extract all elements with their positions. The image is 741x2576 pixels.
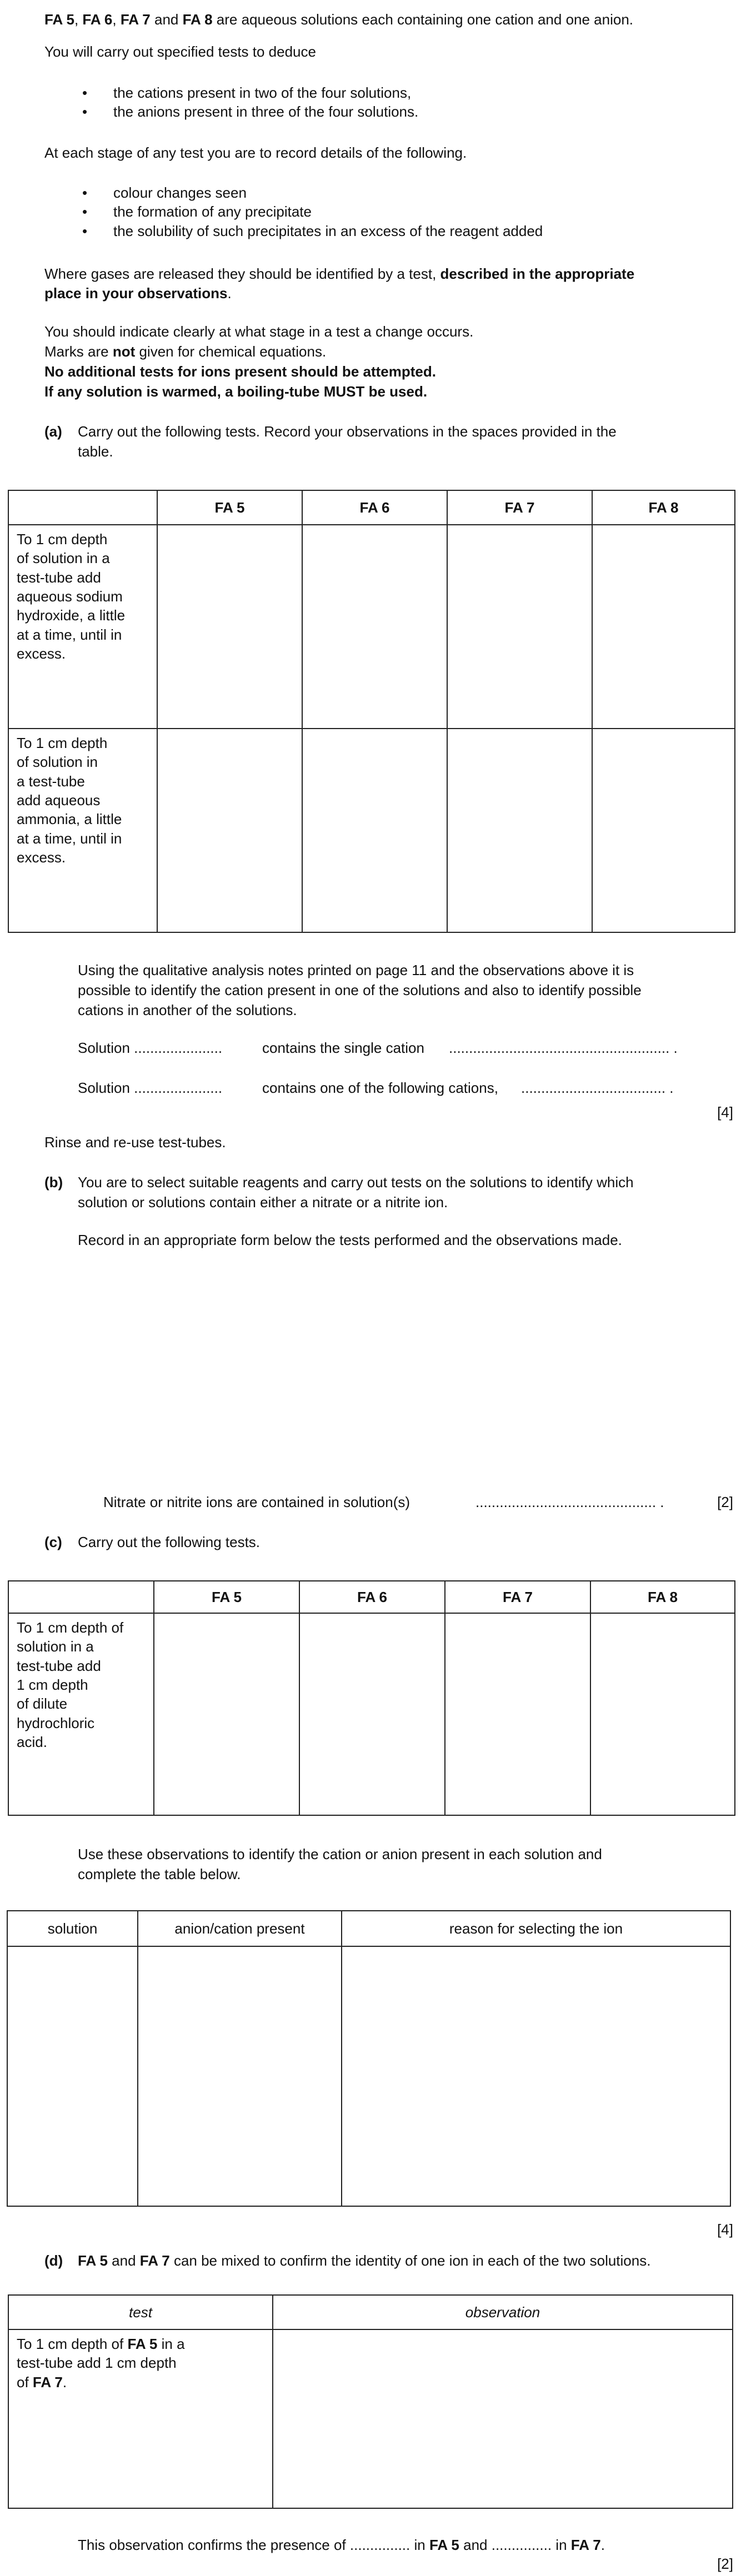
- instruction-marks: [44, 342, 326, 361]
- gas-text: .: [227, 285, 232, 302]
- desc-line: hydroxide, a little: [17, 607, 126, 624]
- desc-line: ammonia, a little: [17, 811, 122, 828]
- single-cation-blank[interactable]: ....................................................... .: [449, 1040, 678, 1056]
- desc-line: add aqueous: [17, 791, 101, 809]
- solution-cell[interactable]: [7, 1946, 138, 2206]
- fa5-label: FA 5: [127, 2336, 158, 2352]
- ammonia-test-description: [8, 729, 157, 932]
- deduce-item: • the anions present in three of the four solutions.: [82, 102, 418, 121]
- mix-observation-cell[interactable]: [273, 2329, 733, 2508]
- table-d-header-row: [8, 2295, 733, 2329]
- part-d-mark: [2]: [717, 2555, 733, 2572]
- desc-line: at a time, until in: [17, 830, 122, 847]
- fa5-label: FA 5: [44, 11, 74, 28]
- desc-line: To 1 cm depth: [17, 531, 108, 548]
- part-c-use-1: Use these observations to identify the cation or anion present in each solution and: [78, 1846, 602, 1862]
- part-b-answer-blank[interactable]: ............................................. .: [475, 1494, 664, 1510]
- desc-line: [17, 2334, 267, 2353]
- table-d: [8, 2294, 733, 2509]
- hcl-fa6-observation[interactable]: [299, 1613, 445, 1815]
- solution-blank[interactable]: Solution ......................: [78, 1040, 223, 1056]
- hcl-test-description: [8, 1613, 154, 1815]
- record-item: • the solubility of such precipitates in an excess of the reagent added: [82, 222, 543, 240]
- desc-line: To 1 cm depth of: [17, 1619, 124, 1636]
- intro-line-2: You will carry out specified tests to deduce: [44, 43, 316, 60]
- part-d-text: [78, 2251, 650, 2270]
- table-a-header-row: [8, 490, 735, 525]
- desc-line: solution in a: [17, 1638, 94, 1655]
- part-a-notes-2: possible to identify the cation present in one of the solutions and also to identify possible: [78, 982, 642, 998]
- mix-test-description: [8, 2329, 273, 2508]
- table-a-header-blank: [8, 490, 157, 525]
- part-c-mark: [4]: [717, 2221, 733, 2238]
- desc-line: [17, 2373, 267, 2392]
- table-c-header-fa5: FA 5: [154, 1581, 299, 1613]
- sep: ,: [74, 11, 83, 28]
- text: of: [17, 2373, 33, 2391]
- table-c: [8, 1580, 735, 1816]
- possible-cations-label: contains one of the following cations,: [262, 1079, 498, 1096]
- fa7-label: FA 7: [120, 11, 151, 28]
- naoh-test-description: [8, 525, 157, 729]
- part-a-text-1: Carry out the following tests. Record your observations in the spaces provided in the: [78, 423, 617, 440]
- table-c-row-hcl: [8, 1613, 735, 1815]
- text: and: [107, 2252, 140, 2269]
- naoh-fa6-observation[interactable]: [302, 525, 447, 729]
- table-a-header-fa8: FA 8: [592, 490, 735, 525]
- table-a-header-fa5: FA 5: [157, 490, 302, 525]
- part-b-text-3: Record in an appropriate form below the tests performed and the observations made.: [78, 1232, 622, 1248]
- record-item: • colour changes seen: [82, 183, 543, 202]
- text: in a: [157, 2336, 185, 2352]
- table-d-row: [8, 2329, 733, 2508]
- ion-table-header-row: [7, 1911, 730, 1946]
- ammonia-fa6-observation[interactable]: [302, 729, 447, 932]
- record-list: [82, 183, 543, 240]
- naoh-fa8-observation[interactable]: [592, 525, 735, 729]
- gas-instruction-1: [44, 264, 634, 283]
- ammonia-fa7-observation[interactable]: [447, 729, 592, 932]
- part-d-label: (d): [44, 2252, 63, 2269]
- instruction-boiling-tube: If any solution is warmed, a boiling-tube MUST be used.: [44, 383, 428, 400]
- part-a-notes-1: Using the qualitative analysis notes printed on page 11 and the observations above it is: [78, 962, 634, 978]
- fa5-label: FA 5: [78, 2252, 108, 2269]
- fa5-label: FA 5: [429, 2537, 459, 2553]
- sep: and: [150, 11, 183, 28]
- desc-line: excess.: [17, 645, 66, 662]
- fa6-label: FA 6: [82, 11, 113, 28]
- desc-line: excess.: [17, 848, 66, 866]
- text: .: [600, 2537, 605, 2553]
- ion-table-body-row: [7, 1946, 730, 2206]
- table-a: [8, 490, 735, 933]
- confirmation-sentence: [78, 2535, 605, 2554]
- part-a-text-2: table.: [78, 443, 113, 460]
- hcl-fa5-observation[interactable]: [154, 1613, 299, 1815]
- desc-line: of solution in a: [17, 550, 110, 567]
- fa8-label: FA 8: [182, 11, 213, 28]
- marks-bold: not: [112, 343, 136, 360]
- instruction-stage: You should indicate clearly at what stage in a test a change occurs.: [44, 323, 474, 340]
- possible-cations-answer: [78, 1078, 222, 1097]
- ammonia-fa8-observation[interactable]: [592, 729, 735, 932]
- part-b-mark: [2]: [717, 1494, 733, 1510]
- desc-line: aqueous sodium: [17, 587, 123, 605]
- deduce-list: [82, 83, 418, 122]
- table-c-header-fa7: FA 7: [445, 1581, 590, 1613]
- naoh-fa7-observation[interactable]: [447, 525, 592, 729]
- table-a-row-ammonia: [8, 729, 735, 932]
- sep: ,: [112, 11, 121, 28]
- marks-text: Marks are: [44, 343, 113, 360]
- table-c-header-blank: [8, 1581, 154, 1613]
- desc-line: at a time, until in: [17, 626, 122, 643]
- part-b-label: (b): [44, 1174, 63, 1191]
- naoh-fa5-observation[interactable]: [157, 525, 302, 729]
- text: can be mixed to confirm the identity of one ion in each of the two solutions.: [169, 2252, 651, 2269]
- desc-line: of dilute: [17, 1695, 68, 1713]
- ion-table: [7, 1910, 731, 2207]
- gas-instruction-2: [44, 284, 232, 303]
- table-d-header-test: test: [8, 2295, 273, 2329]
- text: .: [62, 2373, 67, 2391]
- part-b-answer-area[interactable]: [78, 1256, 733, 1478]
- gas-text: Where gases are released they should be identified by a test,: [44, 265, 440, 282]
- confirm-blank-2[interactable]: and ............... in: [459, 2537, 571, 2553]
- single-cation-label: contains the single cation: [262, 1040, 424, 1056]
- fa7-label: FA 7: [139, 2252, 170, 2269]
- intro-line-3: At each stage of any test you are to record details of the following.: [44, 144, 467, 161]
- desc-line: a test-tube: [17, 772, 85, 790]
- rinse-instruction: Rinse and re-use test-tubes.: [44, 1134, 226, 1151]
- part-a-label: (a): [44, 423, 62, 440]
- marks-text: given for chemical equations.: [135, 343, 327, 360]
- hcl-fa8-observation[interactable]: [590, 1613, 735, 1815]
- confirm-blank-1[interactable]: This observation confirms the presence of ............... in: [78, 2537, 429, 2553]
- desc-line: of solution in: [17, 754, 98, 771]
- desc-line: test-tube add: [17, 1657, 101, 1674]
- part-a-mark: [4]: [717, 1104, 733, 1121]
- ion-table-header-reason: reason for selecting the ion: [342, 1911, 730, 1946]
- part-a-notes-3: cations in another of the solutions.: [78, 1002, 297, 1018]
- part-b-text-1: You are to select suitable reagents and carry out tests on the solutions to identify which: [78, 1174, 634, 1191]
- intro-line-1: [44, 10, 633, 29]
- table-a-header-fa6: FA 6: [302, 490, 447, 525]
- desc-line: acid.: [17, 1733, 47, 1750]
- part-b-answer-label: Nitrate or nitrite ions are contained in solution(s): [103, 1494, 410, 1510]
- table-c-header-fa6: FA 6: [299, 1581, 445, 1613]
- desc-line: test-tube add: [17, 569, 101, 586]
- text: To 1 cm depth of: [17, 2336, 128, 2352]
- fa7-label: FA 7: [32, 2373, 63, 2391]
- gas-bold: place in your observations: [44, 285, 228, 302]
- hcl-fa7-observation[interactable]: [445, 1613, 590, 1815]
- table-a-row-naoh: [8, 525, 735, 729]
- part-b-text-2: solution or solutions contain either a nitrate or a nitrite ion.: [78, 1194, 448, 1211]
- single-cation-answer: [78, 1038, 222, 1057]
- part-c-label: (c): [44, 1534, 62, 1550]
- gas-bold: described in the appropriate: [440, 265, 635, 282]
- solution-blank[interactable]: Solution ......................: [78, 1079, 223, 1096]
- reason-cell[interactable]: [342, 1946, 730, 2206]
- fa7-label: FA 7: [570, 2537, 601, 2553]
- desc-line: 1 cm depth: [17, 1676, 88, 1693]
- table-d-header-observation: observation: [273, 2295, 733, 2329]
- part-c-use-2: complete the table below.: [78, 1866, 241, 1882]
- possible-cations-blank[interactable]: .................................... .: [521, 1079, 674, 1096]
- part-c-text: Carry out the following tests.: [78, 1534, 261, 1550]
- desc-line: To 1 cm depth: [17, 735, 108, 751]
- instruction-no-tests: No additional tests for ions present should be attempted.: [44, 363, 436, 380]
- record-item: • the formation of any precipitate: [82, 202, 543, 221]
- table-c-header-row: [8, 1581, 735, 1613]
- intro-text: are aqueous solutions each containing one cation and one anion.: [212, 11, 634, 28]
- table-c-header-fa8: FA 8: [590, 1581, 735, 1613]
- desc-line: hydrochloric: [17, 1714, 95, 1731]
- ion-present-cell[interactable]: [138, 1946, 342, 2206]
- deduce-item: • the cations present in two of the four solutions,: [82, 83, 418, 102]
- ion-table-header-ion: anion/cation present: [138, 1911, 342, 1946]
- table-a-header-fa7: FA 7: [447, 490, 592, 525]
- ion-table-header-solution: solution: [7, 1911, 138, 1946]
- ammonia-fa5-observation[interactable]: [157, 729, 302, 932]
- desc-line: test-tube add 1 cm depth: [17, 2354, 177, 2372]
